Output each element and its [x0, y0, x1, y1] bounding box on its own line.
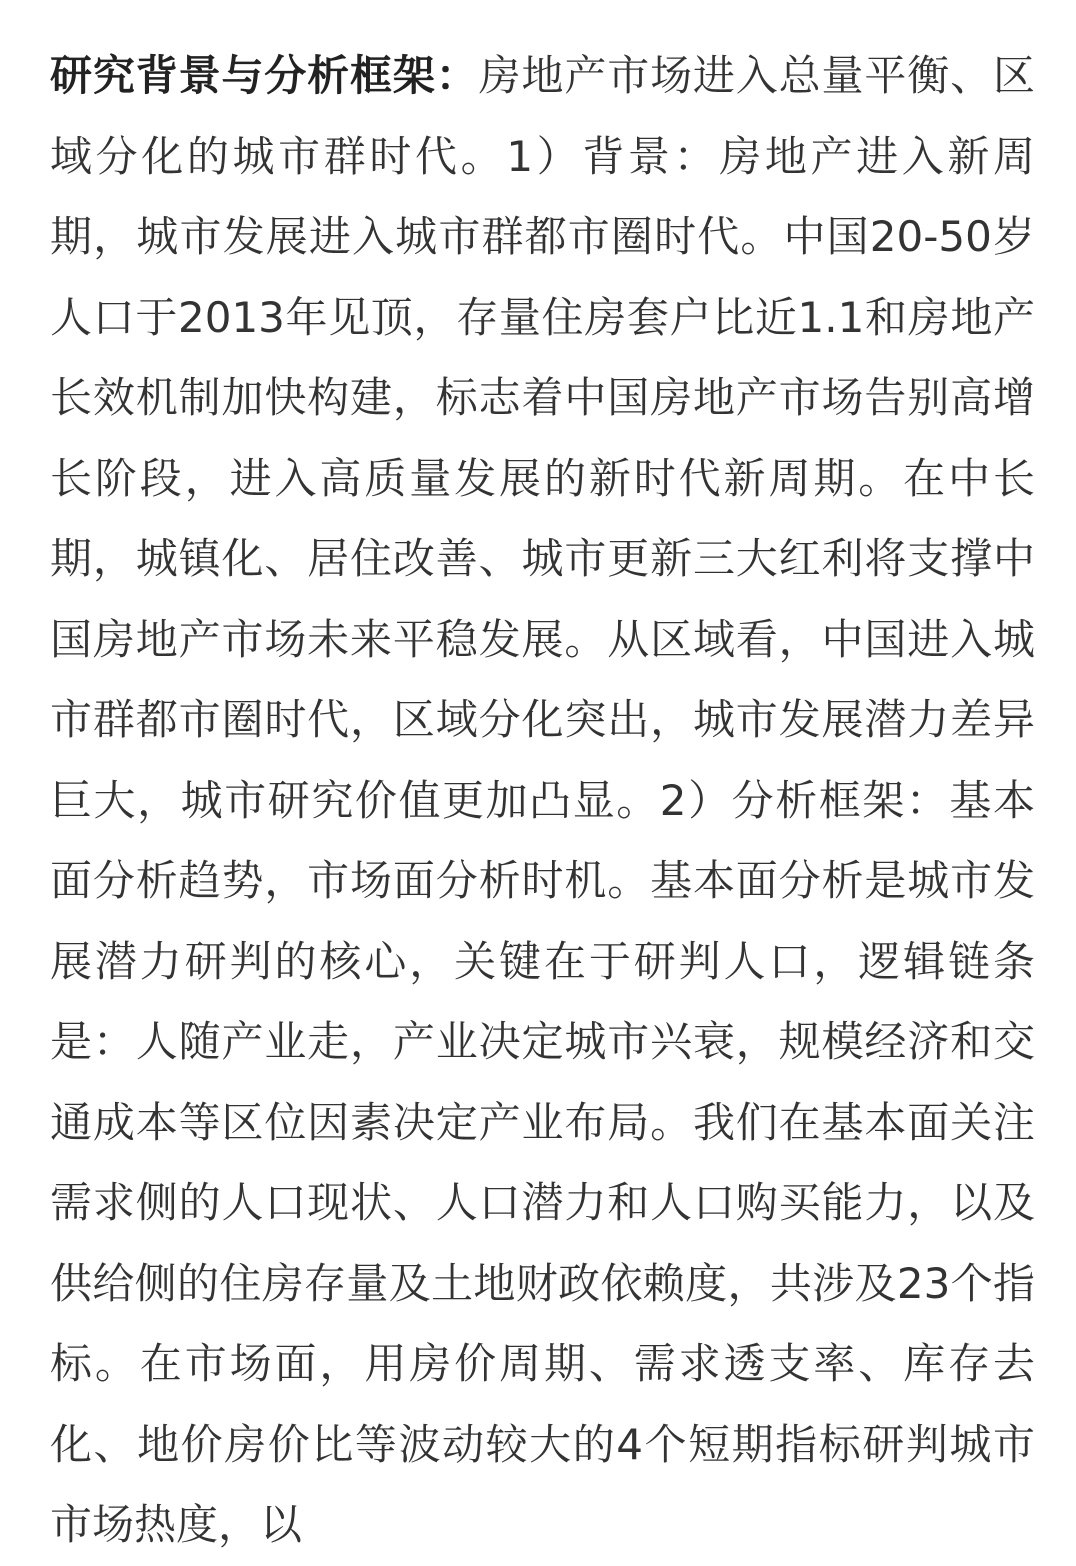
- paragraph-body-text: 房地产市场进入总量平衡、区域分化的城市群时代。1）背景：房地产进入新周期，城市发展进入城市群都市圈时代。中国20-50岁人口于2013年见顶，存量住房套户比近1.1和房地产长效机制加快构建，标志着中国房地产市场告别高增长阶段，进入高质量发展的新时代新周期。在中长期，城镇化、居住改善、城市更新三大红利将支撑中国房地产市场未来平稳发展。从区域看，中国进入城市群都市圈时代，区域分化突出，城市发展潜力差异巨大，城市研究价值更加凸显。2）分析框架：基本面分析趋势，市场面分析时机。基本面分析是城市发展潜力研判的核心，关键在于研判人口，逻辑链条是：人随产业走，产业决定城市兴衰，规模经济和交通成本等区位因素决定产业布局。我们在基本面关注需求侧的人口现状、人口潜力和人口购买能力，以及供给侧的住房存量及土地财政依赖度，共涉及23个指标。在市场面，用房价周期、需求透支率、库存去化、地价房价比等波动较大的4个短期指标研判城市市场热度，以: [50, 51, 1035, 1549]
- section-heading: 研究背景与分析框架：: [50, 51, 479, 100]
- article-paragraph: [50, 36, 1035, 1566]
